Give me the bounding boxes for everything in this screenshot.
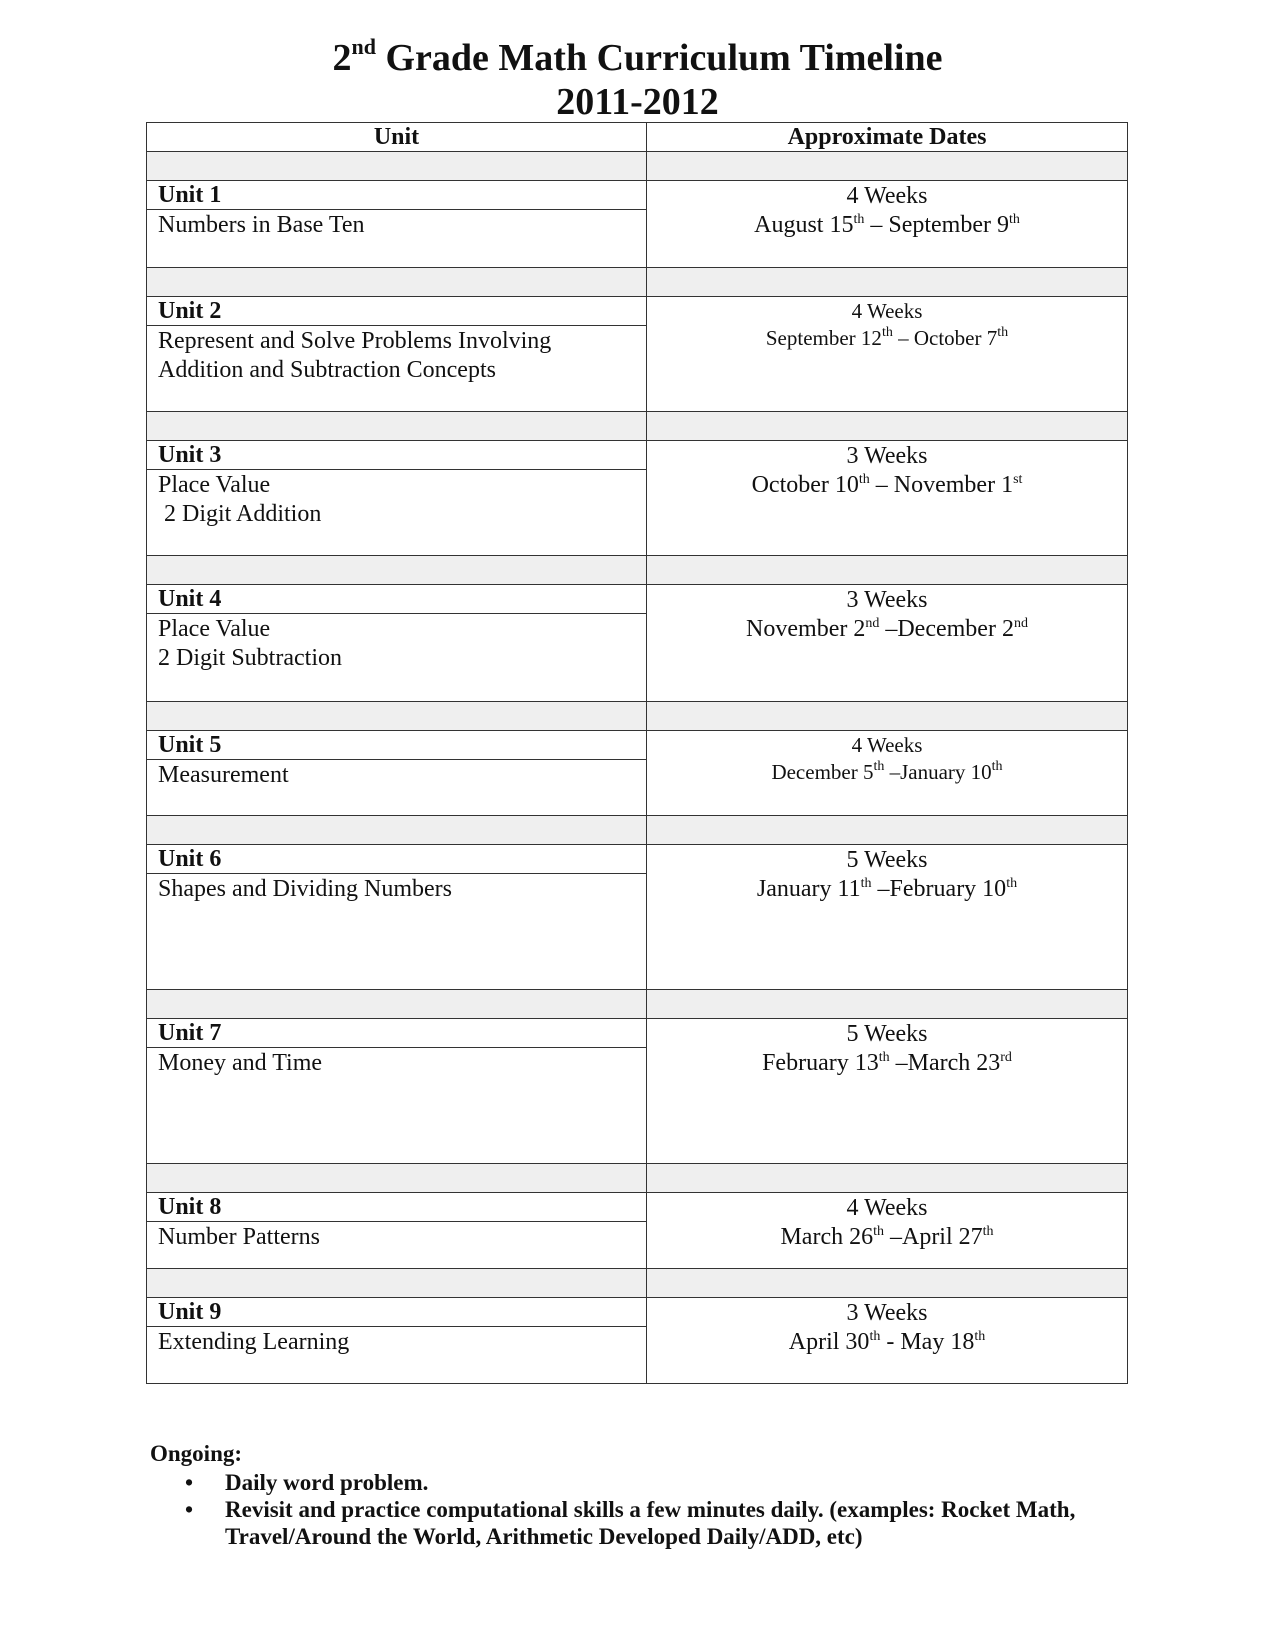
unit-topic-line: Place Value	[158, 616, 271, 642]
unit-date-range	[647, 875, 1127, 904]
date-separator: -	[880, 1329, 901, 1355]
date-separator: –	[892, 326, 914, 350]
spacer-cell	[147, 268, 647, 297]
unit-topic	[147, 1222, 647, 1269]
bullet-icon: •	[185, 1497, 194, 1522]
unit-weeks: 5 Weeks	[846, 847, 928, 873]
unit-date-range	[647, 1328, 1127, 1357]
unit-topic-line: Addition and Subtraction Concepts	[158, 357, 496, 383]
unit-topic-line: 2 Digit Subtraction	[158, 645, 342, 671]
unit-row	[147, 1019, 1128, 1048]
date-separator: –	[871, 876, 890, 902]
spacer-cell	[647, 268, 1128, 297]
start-date-suffix: th	[878, 1050, 890, 1065]
unit-row	[147, 297, 1128, 326]
date-separator: –	[889, 1050, 908, 1076]
end-date: March 23	[907, 1050, 1001, 1076]
unit-date-range	[647, 1223, 1127, 1252]
date-separator: –	[879, 616, 898, 642]
unit-topic	[147, 760, 647, 816]
spacer-cell	[647, 152, 1128, 181]
spacer-cell	[147, 1269, 647, 1298]
end-date-suffix: th	[974, 1329, 986, 1344]
unit-name: Unit 1	[147, 181, 647, 210]
start-date-suffix: nd	[865, 616, 880, 631]
unit-topic	[147, 1048, 647, 1164]
dates-column-header: Approximate Dates	[647, 123, 1128, 152]
bullet-icon: •	[185, 1470, 194, 1495]
spacer-cell	[647, 816, 1128, 845]
unit-topic-line: 2 Digit Addition	[158, 501, 322, 527]
start-date-suffix: th	[873, 759, 885, 774]
end-date-suffix: th	[982, 1224, 994, 1239]
ongoing-item: • Daily word problem.	[185, 1470, 429, 1495]
unit-dates	[647, 585, 1128, 702]
start-date: January 11	[756, 876, 861, 902]
unit-dates	[647, 731, 1128, 816]
unit-column-header: Unit	[147, 123, 647, 152]
unit-row	[147, 441, 1128, 470]
unit-name: Unit 8	[147, 1193, 647, 1222]
spacer-row	[147, 152, 1128, 181]
unit-date-range	[647, 615, 1127, 644]
start-date: August 15	[754, 212, 854, 238]
spacer-row	[147, 268, 1128, 297]
date-separator: –	[864, 212, 889, 238]
end-date-suffix: st	[1013, 472, 1023, 487]
unit-topic	[147, 210, 647, 268]
end-date-suffix: th	[997, 325, 1009, 340]
unit-row	[147, 181, 1128, 210]
start-date-suffix: th	[860, 876, 872, 891]
grade-suffix: nd	[351, 34, 376, 59]
start-date: March 26	[780, 1224, 874, 1250]
unit-topic-line: Extending Learning	[158, 1329, 350, 1355]
start-date-suffix: th	[873, 1224, 884, 1239]
end-date: October 7	[913, 326, 998, 350]
unit-topic-line: Number Patterns	[158, 1224, 320, 1250]
unit-dates	[647, 297, 1128, 412]
unit-dates	[647, 1298, 1128, 1384]
end-date: January 10	[900, 760, 992, 784]
end-date: December 2	[897, 616, 1014, 642]
spacer-row	[147, 1164, 1128, 1193]
unit-row	[147, 731, 1128, 760]
unit-topic	[147, 1327, 647, 1384]
unit-topic-line: Numbers in Base Ten	[158, 212, 365, 238]
unit-weeks: 3 Weeks	[846, 587, 928, 613]
unit-date-range	[647, 211, 1127, 240]
unit-date-range	[647, 1049, 1127, 1078]
ongoing-label: Ongoing:	[150, 1441, 243, 1466]
spacer-cell	[147, 990, 647, 1019]
unit-topic-line: Represent and Solve Problems Involving	[158, 328, 552, 354]
end-date: April 27	[901, 1224, 983, 1250]
date-separator: –	[869, 472, 894, 498]
spacer-cell	[647, 990, 1128, 1019]
unit-row	[147, 1298, 1128, 1327]
spacer-cell	[647, 556, 1128, 585]
spacer-row	[147, 816, 1128, 845]
spacer-row	[147, 556, 1128, 585]
unit-weeks: 3 Weeks	[846, 443, 928, 469]
end-date-suffix: th	[1006, 876, 1018, 891]
unit-date-range	[647, 325, 1127, 352]
unit-topic	[147, 470, 647, 556]
unit-dates	[647, 845, 1128, 990]
start-date-suffix: th	[869, 1329, 881, 1344]
grade-number: 2	[332, 37, 352, 79]
spacer-row	[147, 702, 1128, 731]
unit-name: Unit 5	[147, 731, 647, 760]
unit-topic-line: Money and Time	[158, 1050, 323, 1076]
unit-topic-line: Shapes and Dividing Numbers	[158, 876, 452, 902]
spacer-cell	[147, 816, 647, 845]
curriculum-table	[146, 122, 1128, 1384]
unit-name: Unit 7	[147, 1019, 647, 1048]
spacer-cell	[147, 702, 647, 731]
unit-topic	[147, 326, 647, 412]
start-date-suffix: th	[881, 325, 893, 340]
spacer-row	[147, 412, 1128, 441]
unit-name: Unit 4	[147, 585, 647, 614]
unit-row	[147, 585, 1128, 614]
start-date-suffix: th	[858, 472, 870, 487]
spacer-cell	[147, 152, 647, 181]
unit-weeks: 3 Weeks	[846, 1300, 928, 1326]
end-date: February 10	[889, 876, 1007, 902]
end-date-suffix: rd	[1000, 1050, 1012, 1065]
spacer-cell	[647, 1269, 1128, 1298]
spacer-row	[147, 1269, 1128, 1298]
end-date: November 1	[893, 472, 1014, 498]
unit-name: Unit 3	[147, 441, 647, 470]
unit-name: Unit 9	[147, 1298, 647, 1327]
spacer-cell	[647, 702, 1128, 731]
start-date: February 13	[762, 1050, 879, 1076]
unit-dates	[647, 181, 1128, 268]
unit-name: Unit 2	[147, 297, 647, 326]
unit-dates	[647, 441, 1128, 556]
start-date: October 10	[751, 472, 859, 498]
page-title	[0, 36, 1275, 80]
unit-date-range	[647, 471, 1127, 500]
unit-name: Unit 6	[147, 845, 647, 874]
unit-topic-line: Measurement	[158, 762, 289, 788]
unit-topic-line: Place Value	[158, 472, 271, 498]
ongoing-list	[150, 1469, 1130, 1550]
unit-row	[147, 1193, 1128, 1222]
date-separator: –	[883, 1224, 902, 1250]
school-year: 2011-2012	[556, 81, 719, 123]
end-date-suffix: nd	[1013, 616, 1028, 631]
spacer-cell	[147, 412, 647, 441]
unit-weeks: 4 Weeks	[851, 299, 923, 323]
end-date: September 9	[888, 212, 1009, 238]
start-date: December 5	[771, 760, 874, 784]
start-date-suffix: th	[853, 212, 865, 227]
unit-dates	[647, 1193, 1128, 1269]
end-date-suffix: th	[1008, 212, 1020, 227]
table-body	[147, 152, 1128, 1384]
date-separator: –	[884, 760, 901, 784]
spacer-cell	[647, 1164, 1128, 1193]
spacer-cell	[147, 556, 647, 585]
title-text: Grade Math Curriculum Timeline	[376, 37, 943, 79]
end-date-suffix: th	[991, 759, 1003, 774]
spacer-cell	[647, 412, 1128, 441]
ongoing-section	[150, 1440, 1130, 1550]
start-date: September 12	[765, 326, 882, 350]
unit-weeks: 4 Weeks	[851, 733, 923, 757]
start-date: April 30	[788, 1329, 870, 1355]
unit-weeks: 5 Weeks	[846, 1021, 928, 1047]
unit-topic	[147, 614, 647, 702]
unit-weeks: 4 Weeks	[846, 183, 928, 209]
unit-row	[147, 845, 1128, 874]
unit-dates	[647, 1019, 1128, 1164]
unit-weeks: 4 Weeks	[846, 1195, 928, 1221]
start-date: November 2	[746, 616, 866, 642]
spacer-cell	[147, 1164, 647, 1193]
end-date: May 18	[900, 1329, 975, 1355]
unit-date-range	[647, 759, 1127, 786]
spacer-row	[147, 990, 1128, 1019]
ongoing-item: • Revisit and practice computational skills a few minutes daily. (examples: Rocket Math, Travel/Around the World, Arithmetic Developed Daily/ADD, etc)	[185, 1497, 1076, 1549]
table-header-row	[147, 123, 1128, 152]
unit-topic	[147, 874, 647, 990]
